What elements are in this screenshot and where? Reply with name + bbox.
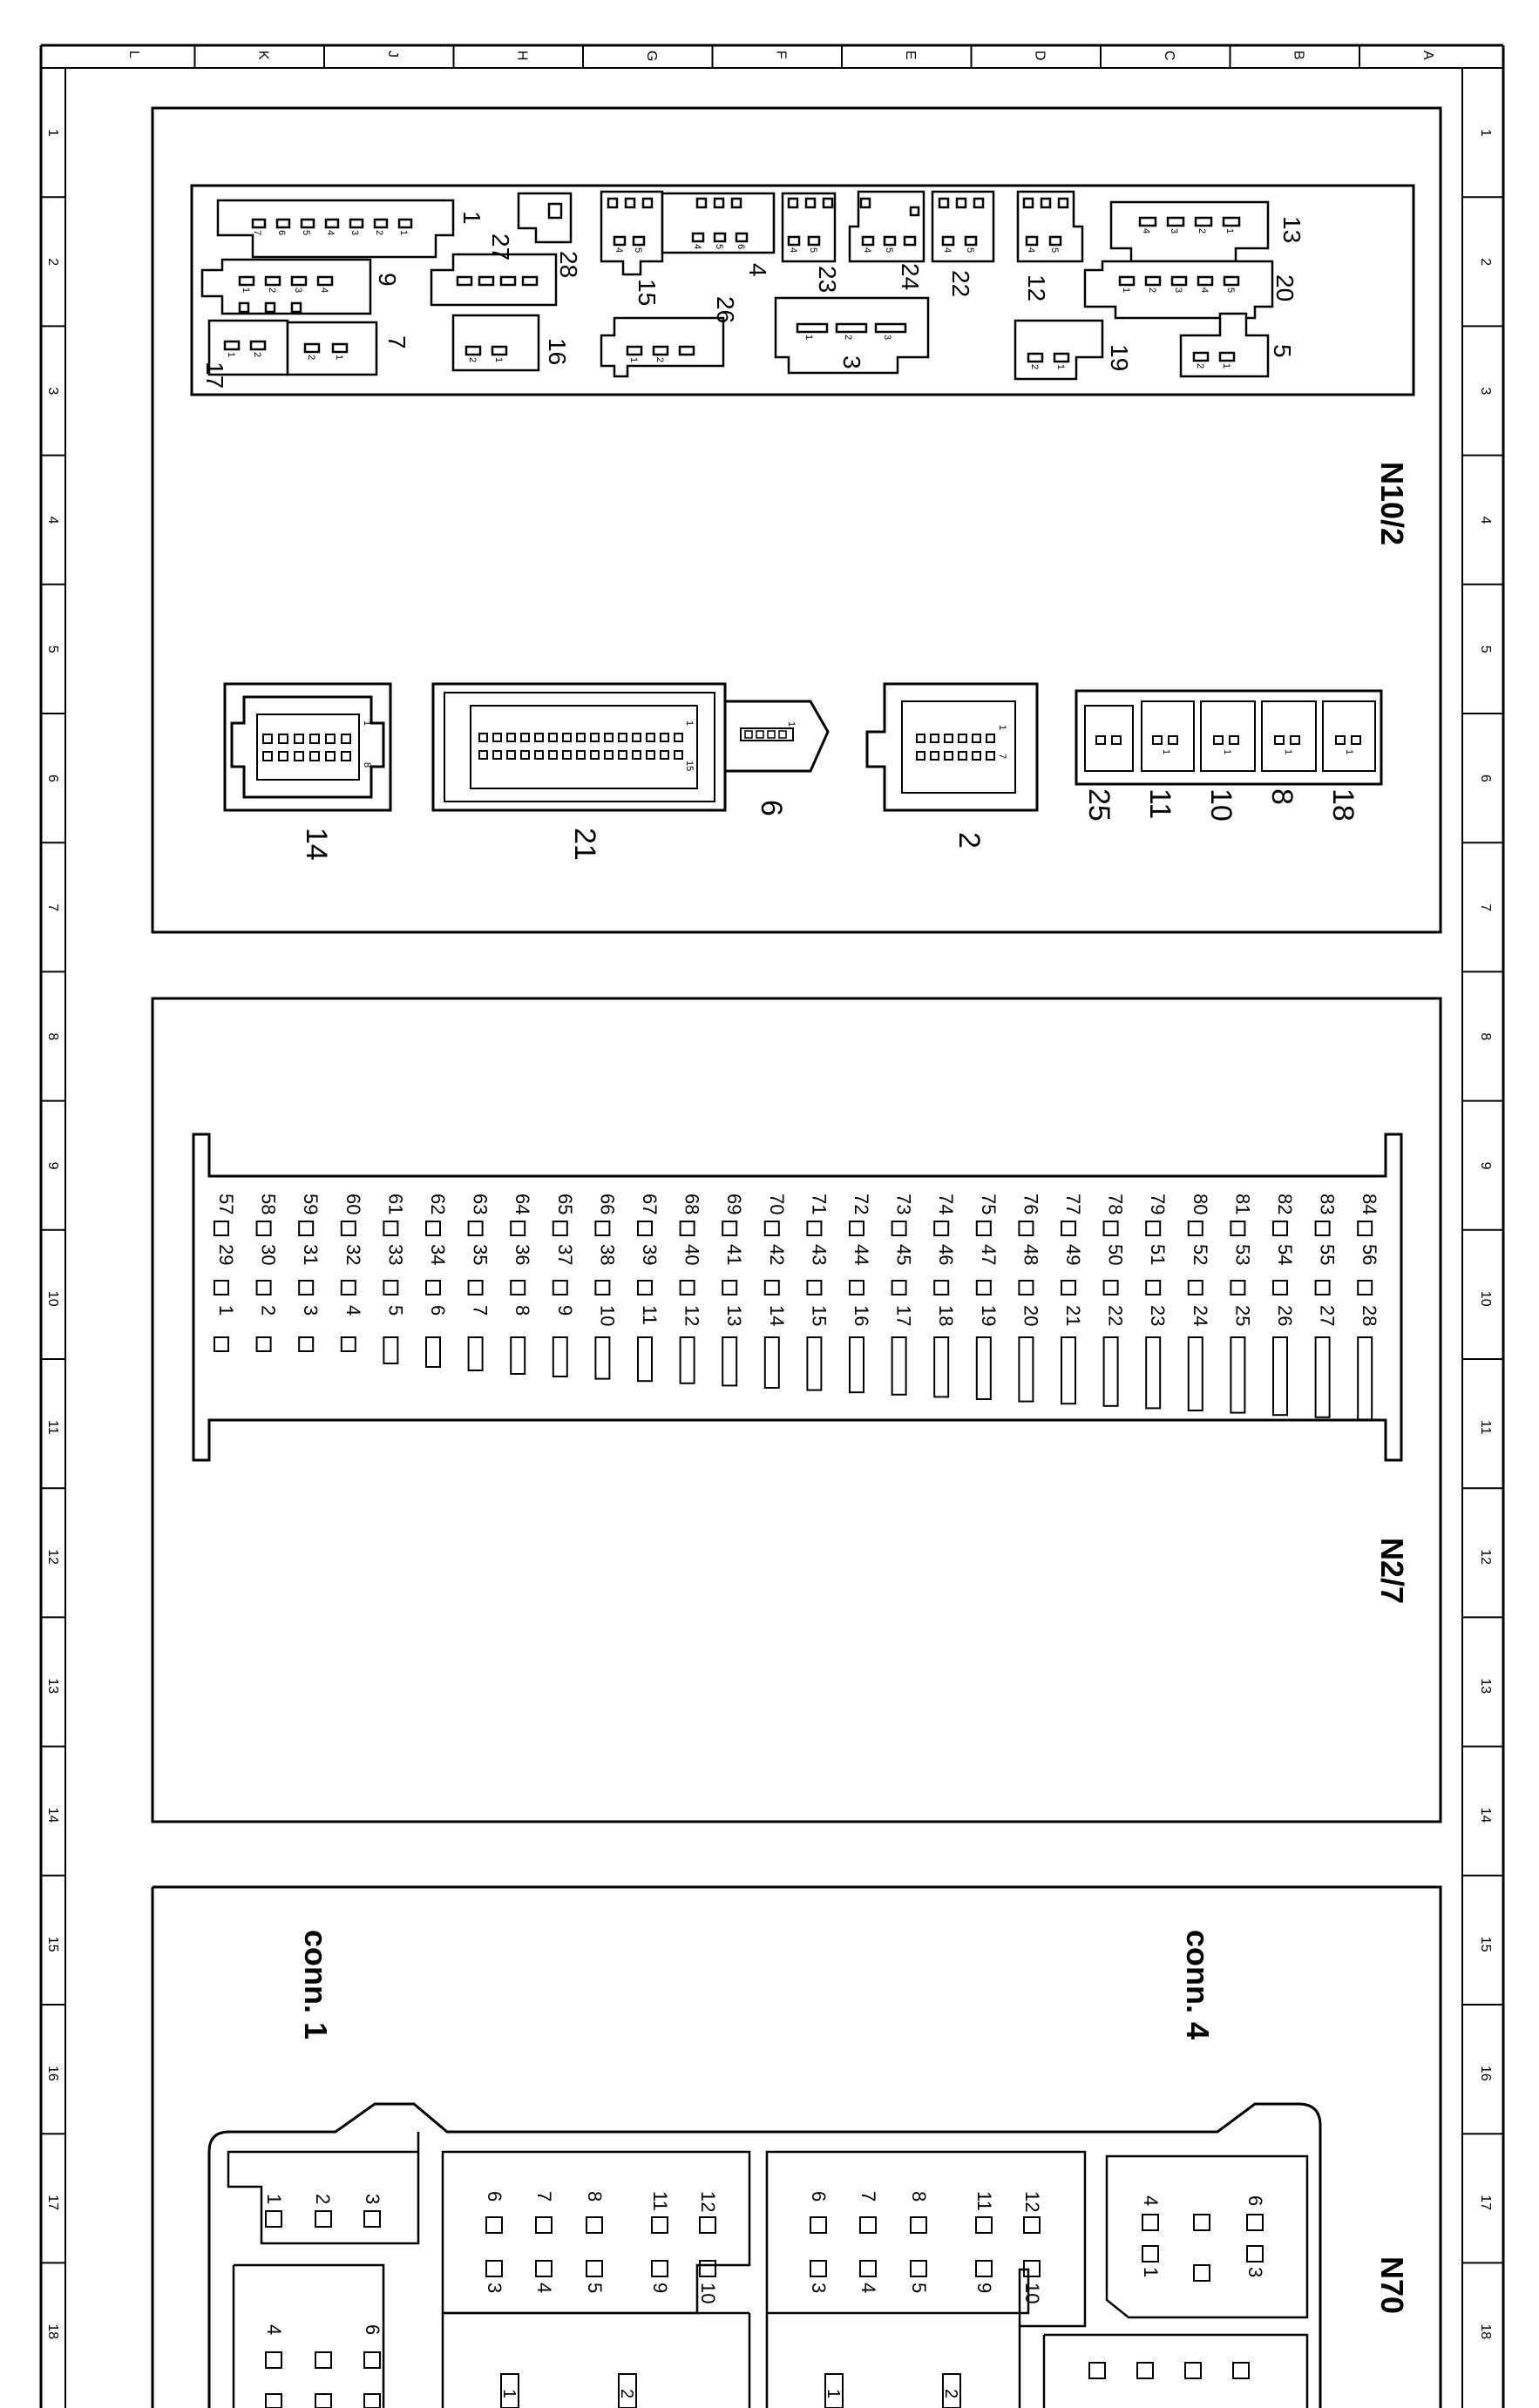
pin-c20-3: 3 xyxy=(1173,287,1183,294)
pin-n2-7-3: 3 xyxy=(300,1305,322,1316)
label-conn-1: conn. 1 xyxy=(298,1930,334,2040)
pin-n2-7-61: 61 xyxy=(384,1194,407,1215)
pin-c15-5: 5 xyxy=(633,247,643,254)
connector-14 xyxy=(225,684,390,810)
pin-n2-7-42: 42 xyxy=(765,1244,788,1266)
pin-n70-blockB-6: 6 xyxy=(484,2191,505,2202)
pin-n2-7-63: 63 xyxy=(469,1194,492,1215)
module-n70 xyxy=(153,1887,1441,2408)
pin-c14-1: 1 xyxy=(362,720,372,727)
pin-c20-5: 5 xyxy=(1225,287,1236,294)
pin-c26-2: 2 xyxy=(654,357,665,363)
pin-n2-7-37: 37 xyxy=(553,1244,576,1266)
pin-c13-2: 2 xyxy=(1197,228,1207,234)
pin-n70-blockB-11: 11 xyxy=(649,2191,671,2211)
grid-row-right-3: 3 xyxy=(1478,387,1493,396)
pin-c16-1: 1 xyxy=(493,357,504,363)
pin-n70-blockB-8: 8 xyxy=(584,2191,606,2202)
pin-n2-7-59: 59 xyxy=(300,1194,322,1215)
pin-c1-6: 6 xyxy=(276,230,287,236)
label-11: 11 xyxy=(1143,788,1176,820)
pin-n2-7-60: 60 xyxy=(342,1194,364,1215)
pin-n2-7-77: 77 xyxy=(1062,1194,1084,1215)
label-14: 14 xyxy=(300,828,333,861)
pin-n2-7-26: 26 xyxy=(1274,1305,1296,1327)
pin-c20-1: 1 xyxy=(1121,287,1131,294)
pin-n2-7-39: 39 xyxy=(639,1244,661,1266)
module-name-n10-2: N10/2 xyxy=(1374,462,1410,546)
connector-26 xyxy=(601,318,723,376)
pin-n70-d-4: 4 xyxy=(1140,2195,1162,2207)
pin-n70-blockB-12: 12 xyxy=(697,2191,719,2213)
connector-9 xyxy=(202,260,370,314)
pin-n2-7-53: 53 xyxy=(1231,1244,1254,1266)
grid-col-C: C xyxy=(1162,51,1176,61)
pin-c15-4: 4 xyxy=(614,247,624,254)
grid-row-right-17: 17 xyxy=(1478,2195,1493,2210)
grid-col-J: J xyxy=(385,51,400,57)
pin-n70-blockC-4: 4 xyxy=(858,2283,879,2294)
pin-n2-7-76: 76 xyxy=(1020,1194,1042,1215)
pin-c19-1: 1 xyxy=(1055,364,1066,370)
grid-col-H: H xyxy=(514,51,530,61)
label-9: 9 xyxy=(374,273,401,287)
grid-row-left-1: 1 xyxy=(45,129,60,137)
pin-n2-7-66: 66 xyxy=(596,1194,619,1215)
pin-n70-blockB-9: 9 xyxy=(649,2283,671,2294)
grid-row-right-18: 18 xyxy=(1478,2323,1493,2340)
label-25: 25 xyxy=(1082,788,1115,822)
grid-row-right-16: 16 xyxy=(1478,2066,1493,2081)
pin-n70-blockB-5: 5 xyxy=(584,2283,606,2294)
pin-n2-7-21: 21 xyxy=(1062,1305,1084,1327)
pin-n70-blockC-5: 5 xyxy=(908,2283,930,2294)
grid-row-left-3: 3 xyxy=(45,387,60,396)
connector-7 xyxy=(288,322,376,375)
pin-n70-blockC-3: 3 xyxy=(808,2283,830,2294)
label-4: 4 xyxy=(744,263,771,277)
pin-n2-7-41: 41 xyxy=(723,1244,746,1266)
pin-n2-7-51: 51 xyxy=(1147,1244,1170,1266)
pin-c1-5: 5 xyxy=(301,230,311,236)
pin-n2-7-34: 34 xyxy=(427,1244,449,1266)
label-22: 22 xyxy=(947,270,974,298)
pin-n2-7-71: 71 xyxy=(808,1194,831,1215)
grid-row-left-14: 14 xyxy=(45,1807,60,1823)
connector-6 xyxy=(725,701,828,771)
connector-15 xyxy=(601,192,662,274)
grid-row-left-5: 5 xyxy=(45,645,60,653)
pin-c17-2: 2 xyxy=(252,352,262,358)
pin-c21-1: 1 xyxy=(684,720,695,727)
pin-n2-7-32: 32 xyxy=(342,1244,364,1266)
pin-c17-1: 1 xyxy=(226,352,236,358)
pin-n2-7-4: 4 xyxy=(342,1305,364,1316)
label-6: 6 xyxy=(755,800,788,816)
pin-n2-7-17: 17 xyxy=(892,1305,915,1327)
grid-row-left-16: 16 xyxy=(45,2066,60,2081)
module-name-n2-7: N2/7 xyxy=(1374,1538,1410,1605)
pin-n70-blockB-3: 3 xyxy=(484,2283,505,2294)
pin-n2-7-78: 78 xyxy=(1104,1194,1127,1215)
pin-n2-7-33: 33 xyxy=(384,1244,407,1266)
grid-row-right-14: 14 xyxy=(1478,1807,1493,1823)
pin-n2-7-52: 52 xyxy=(1189,1244,1211,1266)
grid-row-left-13: 13 xyxy=(45,1678,60,1694)
pin-c11-1: 1 xyxy=(1161,749,1171,755)
grid-row-left-12: 12 xyxy=(45,1549,60,1565)
label-7: 7 xyxy=(383,335,410,349)
pin-n2-7-23: 23 xyxy=(1147,1305,1170,1327)
grid-row-left-7: 7 xyxy=(45,903,60,912)
pin-c9-4: 4 xyxy=(319,287,329,294)
label-2: 2 xyxy=(953,832,986,849)
pin-n2-7-54: 54 xyxy=(1274,1244,1296,1266)
pin-n2-7-45: 45 xyxy=(892,1244,915,1266)
grid-col-D: D xyxy=(1032,51,1047,61)
pin-n2-7-56: 56 xyxy=(1359,1244,1381,1266)
pin-n2-7-35: 35 xyxy=(469,1244,492,1266)
grid-row-right-6: 6 xyxy=(1478,774,1493,782)
pin-n70-blockB-bottom-2: 2 xyxy=(617,2389,636,2399)
pin-n2-7-62: 62 xyxy=(427,1194,449,1215)
pin-n70-d-6: 6 xyxy=(1244,2195,1266,2207)
pin-c22-4: 4 xyxy=(942,247,953,254)
pin-n2-7-75: 75 xyxy=(977,1194,1000,1215)
grid-col-L: L xyxy=(126,51,141,58)
pin-n2-7-57: 57 xyxy=(215,1194,237,1215)
pin-n2-7-28: 28 xyxy=(1359,1305,1381,1327)
grid-row-right-8: 8 xyxy=(1478,1032,1493,1041)
connector-27 xyxy=(431,254,556,305)
pin-n2-7-19: 19 xyxy=(977,1305,1000,1327)
pin-c22-5: 5 xyxy=(965,247,975,254)
label-8: 8 xyxy=(1265,788,1298,805)
label-20: 20 xyxy=(1271,274,1298,302)
pin-n2-7-50: 50 xyxy=(1104,1244,1127,1266)
pin-c1-7: 7 xyxy=(252,230,262,236)
pin-n70-blockC-7: 7 xyxy=(858,2191,879,2202)
grid-row-left-17: 17 xyxy=(45,2195,60,2210)
module-n2-7 xyxy=(153,998,1441,1822)
pin-c6-1: 1 xyxy=(786,721,797,727)
connector-22 xyxy=(932,192,993,261)
pin-n70-blockB-7: 7 xyxy=(533,2191,555,2202)
pin-n2-7-70: 70 xyxy=(765,1194,788,1215)
pin-n2-7-82: 82 xyxy=(1274,1194,1296,1215)
pin-c5-1: 1 xyxy=(1221,363,1231,369)
pin-n2-7-44: 44 xyxy=(851,1244,872,1266)
pin-n70-a-2: 2 xyxy=(312,2194,334,2205)
pin-c1-2: 2 xyxy=(374,230,384,236)
pin-n2-7-30: 30 xyxy=(257,1244,280,1266)
pin-n2-7-11: 11 xyxy=(639,1305,661,1325)
pin-n70-a-3: 3 xyxy=(362,2194,383,2205)
grid-row-left-2: 2 xyxy=(45,258,60,267)
pin-c20-4: 4 xyxy=(1199,287,1210,294)
pin-n2-7-48: 48 xyxy=(1020,1244,1042,1266)
pin-n2-7-81: 81 xyxy=(1231,1194,1254,1215)
grid-row-left-6: 6 xyxy=(45,774,60,782)
grid-row-left-9: 9 xyxy=(45,1161,60,1170)
grid-row-right-5: 5 xyxy=(1478,645,1493,653)
pin-n2-7-43: 43 xyxy=(808,1244,831,1266)
pin-c9-2: 2 xyxy=(267,287,277,294)
pin-n70-blockC-bottom-2: 2 xyxy=(941,2389,960,2399)
grid-ticks xyxy=(41,45,1503,2263)
grid-col-K: K xyxy=(255,51,271,60)
pin-c1-1: 1 xyxy=(398,230,409,236)
pin-c18-1: 1 xyxy=(1344,749,1354,755)
pin-n70-blockC-11: 11 xyxy=(973,2191,995,2211)
label-24: 24 xyxy=(897,263,924,291)
pin-n2-7-73: 73 xyxy=(892,1194,915,1215)
pin-n2-7-16: 16 xyxy=(851,1305,872,1327)
pin-n2-7-6: 6 xyxy=(427,1305,449,1316)
pin-n70-blockB-4: 4 xyxy=(533,2283,555,2294)
grid-row-left-10: 10 xyxy=(45,1290,60,1307)
pin-n2-7-79: 79 xyxy=(1147,1194,1170,1215)
grid-row-left-15: 15 xyxy=(45,1936,60,1952)
pin-c4-5: 5 xyxy=(714,244,724,250)
pin-n2-7-14: 14 xyxy=(765,1305,788,1327)
pin-c2-7: 7 xyxy=(997,754,1007,760)
pin-c2-1: 1 xyxy=(997,725,1007,731)
pin-n2-7-24: 24 xyxy=(1189,1305,1211,1327)
label-23: 23 xyxy=(814,266,841,294)
grid-col-F: F xyxy=(773,51,789,59)
pin-n70-blockC-12: 12 xyxy=(1021,2191,1043,2213)
label-15: 15 xyxy=(634,279,661,307)
pin-n2-7-7: 7 xyxy=(469,1305,492,1316)
pin-n2-7-74: 74 xyxy=(935,1194,958,1215)
pin-n2-7-12: 12 xyxy=(681,1305,703,1327)
pin-n70-d-3: 3 xyxy=(1244,2267,1266,2278)
label-18: 18 xyxy=(1326,788,1359,822)
pin-c7-1: 1 xyxy=(334,355,344,361)
pin-c16-2: 2 xyxy=(467,357,478,363)
grid-row-right-9: 9 xyxy=(1478,1161,1493,1170)
pin-n2-7-67: 67 xyxy=(639,1194,661,1215)
pin-c19-2: 2 xyxy=(1029,364,1040,370)
pin-c12-5: 5 xyxy=(1049,247,1060,254)
grid-row-right-10: 10 xyxy=(1478,1290,1493,1307)
pin-c12-4: 4 xyxy=(1026,247,1036,254)
pin-n2-7-65: 65 xyxy=(553,1194,576,1215)
label-19: 19 xyxy=(1106,344,1133,372)
pin-c24-4: 4 xyxy=(862,247,872,254)
pin-n2-7-5: 5 xyxy=(384,1305,407,1316)
pin-n2-7-46: 46 xyxy=(935,1244,958,1266)
pin-n70-blockC-8: 8 xyxy=(908,2191,930,2202)
pin-c13-4: 4 xyxy=(1141,228,1151,234)
module-name-n70: N70 xyxy=(1374,2256,1410,2315)
pin-c9-3: 3 xyxy=(293,287,303,294)
grid-row-right-11: 11 xyxy=(1478,1420,1493,1435)
connector-group-25-11-10-8-18 xyxy=(1076,691,1381,784)
grid-row-right-7: 7 xyxy=(1478,903,1493,912)
pin-c5-2: 2 xyxy=(1195,363,1205,369)
pin-c26-1: 1 xyxy=(628,357,639,363)
grid-col-A: A xyxy=(1420,51,1435,60)
pin-c23-4: 4 xyxy=(788,247,798,254)
pin-n2-7-47: 47 xyxy=(977,1244,1000,1266)
pin-n70-d-1: 1 xyxy=(1140,2267,1162,2278)
grid-row-left-8: 8 xyxy=(45,1032,60,1041)
pin-c24-5: 5 xyxy=(884,247,894,254)
pin-n2-7-13: 13 xyxy=(723,1305,746,1327)
pin-c14-8: 8 xyxy=(362,762,372,768)
grid-col-E: E xyxy=(903,51,918,60)
pin-n2-7-31: 31 xyxy=(300,1244,322,1266)
label-16: 16 xyxy=(544,338,571,366)
pin-n2-7-10: 10 xyxy=(596,1305,619,1327)
grid-row-right-1: 1 xyxy=(1478,129,1493,137)
label-conn-4: conn. 4 xyxy=(1180,1930,1216,2040)
pin-c21-15: 15 xyxy=(684,761,695,772)
pin-n70-blockC-bottom-1: 1 xyxy=(824,2389,843,2399)
connector-13 xyxy=(1111,202,1268,261)
label-5: 5 xyxy=(1269,344,1296,358)
pin-n70-blockC-10: 10 xyxy=(1021,2283,1043,2304)
pin-c1-3: 3 xyxy=(349,230,360,236)
pin-n2-7-1: 1 xyxy=(215,1305,237,1316)
pin-n2-7-80: 80 xyxy=(1189,1194,1211,1215)
pin-c3-2: 2 xyxy=(843,335,853,341)
connector-1 xyxy=(218,200,453,257)
pin-c4-6: 6 xyxy=(736,244,746,250)
pin-n2-7-25: 25 xyxy=(1231,1305,1254,1327)
pin-c1-4: 4 xyxy=(325,230,336,236)
pin-n70-blockC-6: 6 xyxy=(808,2191,830,2202)
pin-n2-7-20: 20 xyxy=(1020,1305,1042,1327)
connector-19 xyxy=(1015,321,1102,379)
label-12: 12 xyxy=(1023,274,1050,302)
label-17: 17 xyxy=(201,362,228,389)
grid-col-G: G xyxy=(644,51,659,62)
label-27: 27 xyxy=(487,233,514,261)
pin-n70-blockC-9: 9 xyxy=(973,2283,995,2294)
pin-c9-1: 1 xyxy=(241,287,251,294)
label-10: 10 xyxy=(1204,788,1237,822)
grid-row-right-2: 2 xyxy=(1478,258,1493,267)
label-1: 1 xyxy=(458,211,485,225)
label-13: 13 xyxy=(1278,216,1305,244)
pin-c7-2: 2 xyxy=(306,355,316,361)
pin-c4-4: 4 xyxy=(692,244,702,250)
pin-n2-7-2: 2 xyxy=(257,1305,280,1316)
pin-n2-7-38: 38 xyxy=(596,1244,619,1266)
pin-n2-7-72: 72 xyxy=(851,1194,872,1215)
label-26: 26 xyxy=(712,296,739,324)
pin-n70-a-1: 1 xyxy=(263,2194,285,2205)
connector-2 xyxy=(867,684,1037,810)
pin-n2-7-8: 8 xyxy=(512,1305,534,1316)
pin-n70-blockB-bottom-1: 1 xyxy=(499,2389,519,2399)
grid-row-left-11: 11 xyxy=(45,1420,60,1435)
pin-c8-1: 1 xyxy=(1283,749,1293,755)
pin-n70-a-6: 6 xyxy=(362,2324,383,2336)
pin-n2-7-68: 68 xyxy=(681,1194,703,1215)
pin-n2-7-22: 22 xyxy=(1104,1305,1127,1327)
pin-n2-7-69: 69 xyxy=(723,1194,746,1215)
pin-c13-1: 1 xyxy=(1224,228,1235,234)
pin-c10-1: 1 xyxy=(1222,749,1232,755)
pin-c23-5: 5 xyxy=(808,247,818,254)
pin-c13-3: 3 xyxy=(1169,228,1179,234)
pin-n2-7-55: 55 xyxy=(1316,1244,1339,1266)
grid-col-B: B xyxy=(1291,51,1306,60)
connector-28 xyxy=(519,193,571,242)
grid-row-right-13: 13 xyxy=(1478,1678,1493,1694)
pin-c3-1: 1 xyxy=(803,335,814,341)
label-21: 21 xyxy=(568,828,601,861)
pin-n2-7-58: 58 xyxy=(257,1194,280,1215)
pin-n2-7-84: 84 xyxy=(1359,1194,1381,1215)
pin-n2-7-18: 18 xyxy=(935,1305,958,1327)
pin-c20-2: 2 xyxy=(1147,287,1157,294)
pin-n2-7-15: 15 xyxy=(808,1305,831,1327)
grid-row-left-18: 18 xyxy=(45,2323,60,2340)
pin-c3-3: 3 xyxy=(882,335,892,341)
pin-n2-7-36: 36 xyxy=(512,1244,534,1266)
grid-row-right-15: 15 xyxy=(1478,1936,1493,1952)
grid-row-left-4: 4 xyxy=(45,516,60,524)
label-28: 28 xyxy=(555,251,582,279)
pin-n2-7-40: 40 xyxy=(681,1244,703,1266)
pin-n2-7-29: 29 xyxy=(215,1244,237,1266)
pin-n70-blockB-10: 10 xyxy=(697,2283,719,2304)
pin-n2-7-83: 83 xyxy=(1316,1194,1339,1215)
grid-row-right-12: 12 xyxy=(1478,1549,1493,1565)
label-3: 3 xyxy=(838,355,865,369)
connector-21 xyxy=(433,684,725,810)
pin-n2-7-27: 27 xyxy=(1316,1305,1339,1327)
pin-n2-7-9: 9 xyxy=(553,1305,576,1316)
pin-n2-7-49: 49 xyxy=(1062,1244,1084,1266)
pin-n2-7-64: 64 xyxy=(512,1194,534,1215)
pin-n70-a-4: 4 xyxy=(263,2324,285,2336)
grid-row-right-4: 4 xyxy=(1478,516,1493,524)
